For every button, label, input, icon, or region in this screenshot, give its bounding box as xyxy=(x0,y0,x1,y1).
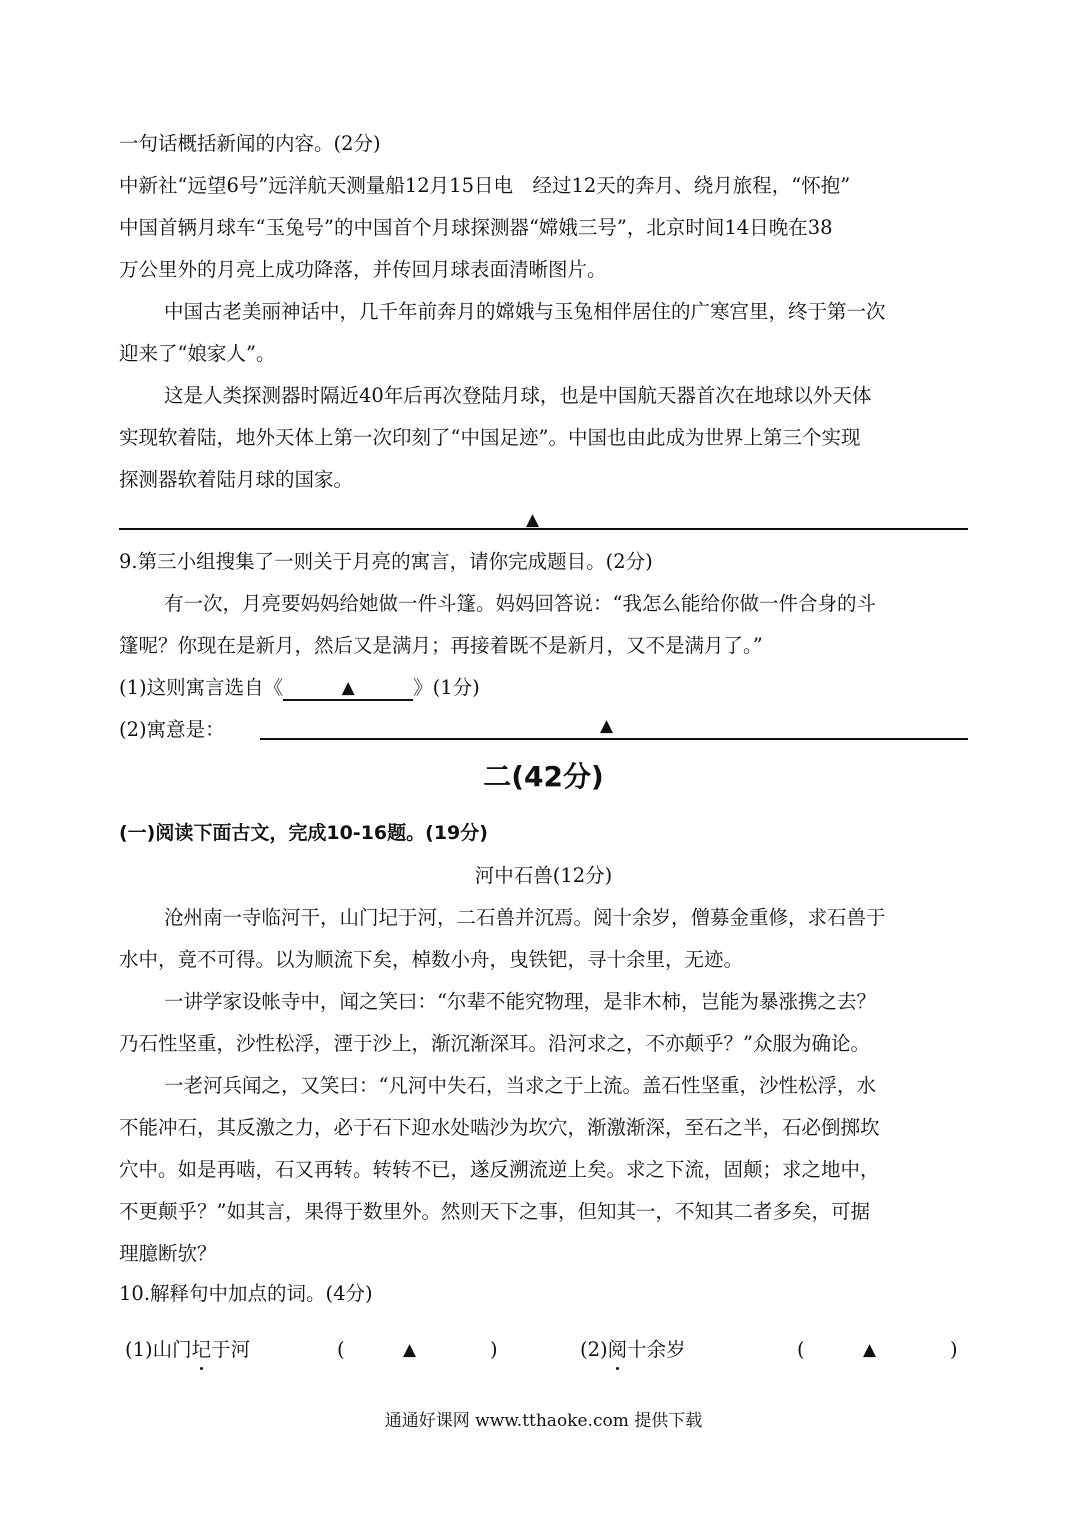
passage-line: 一讲学家设帐寺中，闻之笑曰：“尔辈不能究物理，是非木柿，岂能为暴涨携之去？ xyxy=(164,990,876,1013)
answer-marker: ▲ xyxy=(526,510,540,530)
question-10-item-1-answer-marker[interactable]: ▲ xyxy=(403,1340,417,1360)
question-9-1 xyxy=(119,675,480,701)
paren-close: ) xyxy=(950,1338,958,1361)
question-9-2-answer-line[interactable] xyxy=(260,738,968,740)
question-9-2-prefix: (2)寓意是： xyxy=(119,718,225,741)
question-10-item-2-label: (2) xyxy=(580,1338,608,1361)
question-10-item-1 xyxy=(125,1337,250,1363)
passage-line: 水中，竟不可得。以为顺流下矣，棹数小舟，曳铁钯，寻十余里，无迹。 xyxy=(119,948,744,971)
question-10-item-1-rest: 于河 xyxy=(211,1338,251,1361)
answer-line[interactable] xyxy=(119,528,968,530)
passage-line: 一老河兵闻之，又笑曰：“凡河中失石，当求之于上流。盖石性坚重，沙性松浮，水 xyxy=(164,1074,876,1097)
paren-close: ) xyxy=(490,1338,498,1361)
passage-line: 乃石性坚重，沙性松浮，湮于沙上，渐沉渐深耳。沿河求之，不亦颠乎？”众服为确论。 xyxy=(119,1032,870,1055)
paren-open: ( xyxy=(797,1338,805,1361)
news-line: 迎来了“娘家人”。 xyxy=(119,342,276,365)
question-9-1-prefix: (1)这则寓言选自《 xyxy=(119,676,284,699)
section-2-title: 二(42分) xyxy=(483,760,604,793)
fable-line: 篷呢？你现在是新月，然后又是满月；再接着既不是新月，又不是满月了。” xyxy=(119,634,763,657)
question-10-item-1-label: (1)山门 xyxy=(125,1338,192,1361)
question-9-2-marker: ▲ xyxy=(600,716,614,736)
question-10-item-2-rest: 十余岁 xyxy=(627,1338,686,1361)
question-9-1-suffix: 》(1分) xyxy=(413,676,480,699)
news-line: 中国古老美丽神话中，几千年前奔月的嫦娥与玉兔相伴居住的广寒宫里，终于第一次 xyxy=(164,300,886,323)
news-line: 万公里外的月亮上成功降落，并传回月球表面清晰图片。 xyxy=(119,258,607,281)
passage-title: 河中石兽(12分) xyxy=(474,864,613,887)
passage-line: 理臆断欤？ xyxy=(119,1242,217,1265)
dotted-word-2: 阅 xyxy=(607,1338,628,1361)
question-9-1-answer-blank[interactable]: ▲ xyxy=(283,677,413,701)
passage-line: 穴中。如是再啮，石又再转。转转不已，遂反溯流逆上矣。求之下流，固颠；求之地中， xyxy=(119,1158,880,1181)
question-10-item-2-answer-marker[interactable]: ▲ xyxy=(863,1340,877,1360)
news-line: 中新社“远望6号”远洋航天测量船12月15日电 经过12天的奔月、绕月旅程，“怀抱” xyxy=(119,174,851,197)
passage-line: 沧州南一寺临河干，山门圮于河，二石兽并沉焉。阅十余岁，僧募金重修，求石兽于 xyxy=(164,906,886,929)
part-1-title: (一)阅读下面古文，完成10-16题。(19分) xyxy=(119,822,488,844)
passage-line: 不更颠乎？”如其言，果得于数里外。然则天下之事，但知其一，不知其二者多矣，可据 xyxy=(119,1200,870,1223)
news-line: 探测器软着陆月球的国家。 xyxy=(119,468,354,491)
passage-line: 不能冲石，其反激之力，必于石下迎水处啮沙为坎穴，渐激渐深，至石之半，石必倒掷坎 xyxy=(119,1116,880,1139)
question-10-item-2 xyxy=(580,1337,686,1363)
news-line: 中国首辆月球车“玉兔号”的中国首个月球探测器“嫦娥三号”，北京时间14日晚在38 xyxy=(119,216,833,239)
news-summary-prompt: 一句话概括新闻的内容。(2分) xyxy=(119,132,381,155)
fable-line: 有一次，月亮要妈妈给她做一件斗篷。妈妈回答说：“我怎么能给你做一件合身的斗 xyxy=(164,592,876,615)
dotted-word-1: 圮 xyxy=(191,1338,212,1361)
news-line: 这是人类探测器时隔近40年后再次登陆月球，也是中国航天器首次在地球以外天体 xyxy=(164,384,872,407)
question-9-prompt: 9.第三小组搜集了一则关于月亮的寓言，请你完成题目。(2分) xyxy=(119,550,653,573)
news-line: 实现软着陆，地外天体上第一次印刻了“中国足迹”。中国也由此成为世界上第三个实现 xyxy=(119,426,861,449)
footer-text: 通通好课网 www.tthaoke.com 提供下载 xyxy=(384,1411,703,1431)
question-10-prompt: 10.解释句中加点的词。(4分) xyxy=(119,1282,373,1305)
paren-open: ( xyxy=(337,1338,345,1361)
